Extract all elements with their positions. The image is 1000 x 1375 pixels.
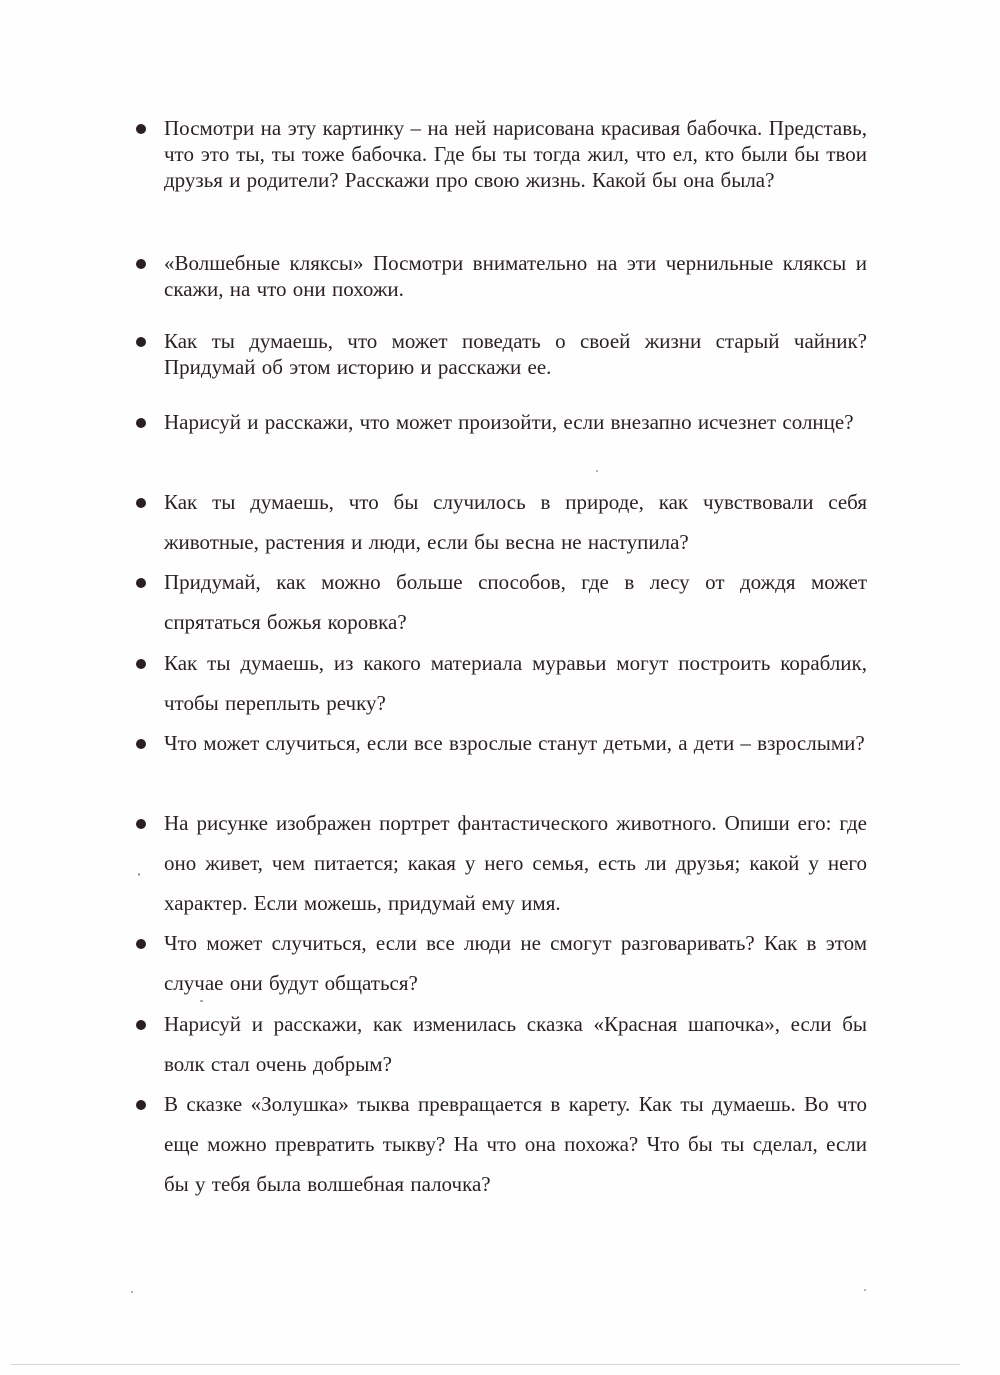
list-item-text: Как ты думаешь, из какого материала муравьи могут построить кораблик, чтобы переплыть речку? [164, 651, 867, 715]
bullet-icon [136, 259, 146, 269]
scan-speck [138, 873, 140, 876]
bullet-icon [136, 819, 146, 829]
bullet-icon [136, 337, 146, 347]
bullet-icon [136, 578, 146, 588]
list-item-text: Посмотри на эту картинку – на ней нарисована красивая бабочка. Представь, что это ты, ты тоже бабочка. Где бы ты тогда жил, что ел, кто были бы твои друзья и родители? Расскажи про свою жизнь. Какой бы она была? [164, 116, 867, 192]
scan-speck [131, 1291, 133, 1293]
scan-edge-line [10, 1364, 960, 1365]
scan-speck [864, 1289, 866, 1291]
bullet-icon [136, 124, 146, 134]
bullet-icon [136, 659, 146, 669]
list-item-text: Что может случиться, если все взрослые станут детьми, а дети – взрослыми? [164, 731, 865, 755]
list-item-text: На рисунке изображен портрет фантастического животного. Опиши его: где оно живет, чем питается; какая у него семья, есть ли друзья; какой у него характер. Если можешь, придумай ему имя. [164, 811, 867, 915]
bullet-icon [136, 739, 146, 749]
list-item-text: Как ты думаешь, что может поведать о своей жизни старый чайник? Придумай об этом историю и расскажи ее. [164, 329, 867, 379]
scan-speck [200, 1000, 203, 1002]
bullet-icon [136, 1020, 146, 1030]
list-item-text: Нарисуй и расскажи, как изменилась сказка «Красная шапочка», если бы волк стал очень добрым? [164, 1012, 867, 1076]
bullet-icon [136, 498, 146, 508]
bullet-icon [136, 418, 146, 428]
list-item-text: Нарисуй и расскажи, что может произойти, если внезапно исчезнет солнце? [164, 410, 854, 434]
list-item-text: В сказке «Золушка» тыква превращается в карету. Как ты думаешь. Во что еще можно превратить тыкву? На что она похожа? Что бы ты сделал, если бы у тебя была волшебная палочка? [164, 1092, 867, 1196]
bullet-icon [136, 939, 146, 949]
list-item-text: Придумай, как можно больше способов, где в лесу от дождя может спрятаться божья коровка? [164, 570, 867, 634]
bullet-icon [136, 1100, 146, 1110]
list-item-text: Что может случиться, если все люди не смогут разговаривать? Как в этом случае они будут общаться? [164, 931, 867, 995]
scan-speck [596, 470, 598, 472]
list-item-text: «Волшебные кляксы» Посмотри внимательно на эти чернильные кляксы и скажи, на что они похожи. [164, 251, 867, 301]
list-item-text: Как ты думаешь, что бы случилось в природе, как чувствовали себя животные, растения и люди, если бы весна не наступила? [164, 490, 867, 554]
